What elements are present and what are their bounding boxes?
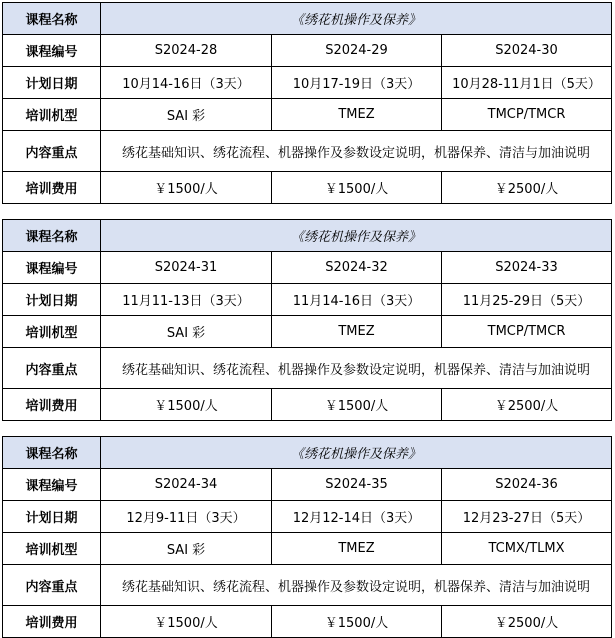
- training-fee-label: 培训费用: [3, 172, 101, 204]
- table-row: [3, 131, 612, 172]
- training-model-label: 培训机型: [3, 316, 101, 348]
- training-fee-cell: ￥2500/人: [442, 606, 612, 638]
- course-name-label: 课程名称: [3, 437, 101, 469]
- table-row: [3, 220, 612, 252]
- planned-date-label: 计划日期: [3, 284, 101, 316]
- training-model-cell: TCMX/TLMX: [442, 533, 612, 565]
- course-title: 《绣花机操作及保养》: [101, 220, 612, 252]
- training-model-label: 培训机型: [3, 533, 101, 565]
- table-row: [3, 172, 612, 204]
- training-model-cell: TMCP/TMCR: [442, 99, 612, 131]
- course-code-cell: S2024-36: [442, 469, 612, 501]
- course-name-label: 课程名称: [3, 3, 101, 35]
- content-focus-cell: 绣花基础知识、绣花流程、机器操作及参数设定说明，机器保养、清洁与加油说明: [101, 131, 612, 172]
- course-code-label: 课程编号: [3, 469, 101, 501]
- content-focus-label: 内容重点: [3, 131, 101, 172]
- course-code-cell: S2024-34: [101, 469, 272, 501]
- table-row: [3, 389, 612, 421]
- course-code-cell: S2024-31: [101, 252, 272, 284]
- course-code-label: 课程编号: [3, 35, 101, 67]
- table-row: [3, 565, 612, 606]
- planned-date-cell: 10月17-19日（3天）: [272, 67, 442, 99]
- content-focus-cell: 绣花基础知识、绣花流程、机器操作及参数设定说明，机器保养、清洁与加油说明: [101, 348, 612, 389]
- course-name-label: 课程名称: [3, 220, 101, 252]
- planned-date-cell: 11月25-29日（5天）: [442, 284, 612, 316]
- training-fee-cell: ￥1500/人: [272, 606, 442, 638]
- course-table-3: [2, 436, 612, 638]
- planned-date-cell: 10月28-11月1日（5天）: [442, 67, 612, 99]
- course-code-cell: S2024-28: [101, 35, 272, 67]
- course-code-cell: S2024-33: [442, 252, 612, 284]
- planned-date-cell: 11月14-16日（3天）: [272, 284, 442, 316]
- table-row: [3, 3, 612, 35]
- training-fee-cell: ￥1500/人: [101, 606, 272, 638]
- course-code-cell: S2024-32: [272, 252, 442, 284]
- training-model-cell: TMEZ: [272, 99, 442, 131]
- table-row: [3, 469, 612, 501]
- training-fee-cell: ￥1500/人: [101, 172, 272, 204]
- training-model-cell: TMEZ: [272, 533, 442, 565]
- planned-date-label: 计划日期: [3, 501, 101, 533]
- course-title: 《绣花机操作及保养》: [101, 437, 612, 469]
- training-fee-cell: ￥1500/人: [101, 389, 272, 421]
- table-row: [3, 67, 612, 99]
- table-row: [3, 348, 612, 389]
- course-table-1: [2, 2, 612, 204]
- training-model-cell: SAI 彩: [101, 316, 272, 348]
- training-fee-cell: ￥1500/人: [272, 389, 442, 421]
- training-fee-label: 培训费用: [3, 389, 101, 421]
- course-code-cell: S2024-35: [272, 469, 442, 501]
- course-title: 《绣花机操作及保养》: [101, 3, 612, 35]
- training-model-cell: SAI 彩: [101, 533, 272, 565]
- content-focus-label: 内容重点: [3, 348, 101, 389]
- course-code-cell: S2024-30: [442, 35, 612, 67]
- planned-date-cell: 10月14-16日（3天）: [101, 67, 272, 99]
- table-row: [3, 501, 612, 533]
- table-row: [3, 437, 612, 469]
- planned-date-cell: 12月23-27日（5天）: [442, 501, 612, 533]
- planned-date-cell: 11月11-13日（3天）: [101, 284, 272, 316]
- training-model-label: 培训机型: [3, 99, 101, 131]
- course-table-2: [2, 219, 612, 421]
- table-row: [3, 284, 612, 316]
- planned-date-cell: 12月9-11日（3天）: [101, 501, 272, 533]
- table-row: [3, 99, 612, 131]
- content-focus-cell: 绣花基础知识、绣花流程、机器操作及参数设定说明，机器保养、清洁与加油说明: [101, 565, 612, 606]
- training-fee-label: 培训费用: [3, 606, 101, 638]
- table-row: [3, 316, 612, 348]
- planned-date-label: 计划日期: [3, 67, 101, 99]
- course-code-label: 课程编号: [3, 252, 101, 284]
- training-fee-cell: ￥1500/人: [272, 172, 442, 204]
- table-row: [3, 533, 612, 565]
- table-row: [3, 35, 612, 67]
- training-model-cell: TMCP/TMCR: [442, 316, 612, 348]
- planned-date-cell: 12月12-14日（3天）: [272, 501, 442, 533]
- training-fee-cell: ￥2500/人: [442, 172, 612, 204]
- content-focus-label: 内容重点: [3, 565, 101, 606]
- table-row: [3, 606, 612, 638]
- training-model-cell: SAI 彩: [101, 99, 272, 131]
- course-code-cell: S2024-29: [272, 35, 442, 67]
- table-row: [3, 252, 612, 284]
- training-fee-cell: ￥2500/人: [442, 389, 612, 421]
- training-model-cell: TMEZ: [272, 316, 442, 348]
